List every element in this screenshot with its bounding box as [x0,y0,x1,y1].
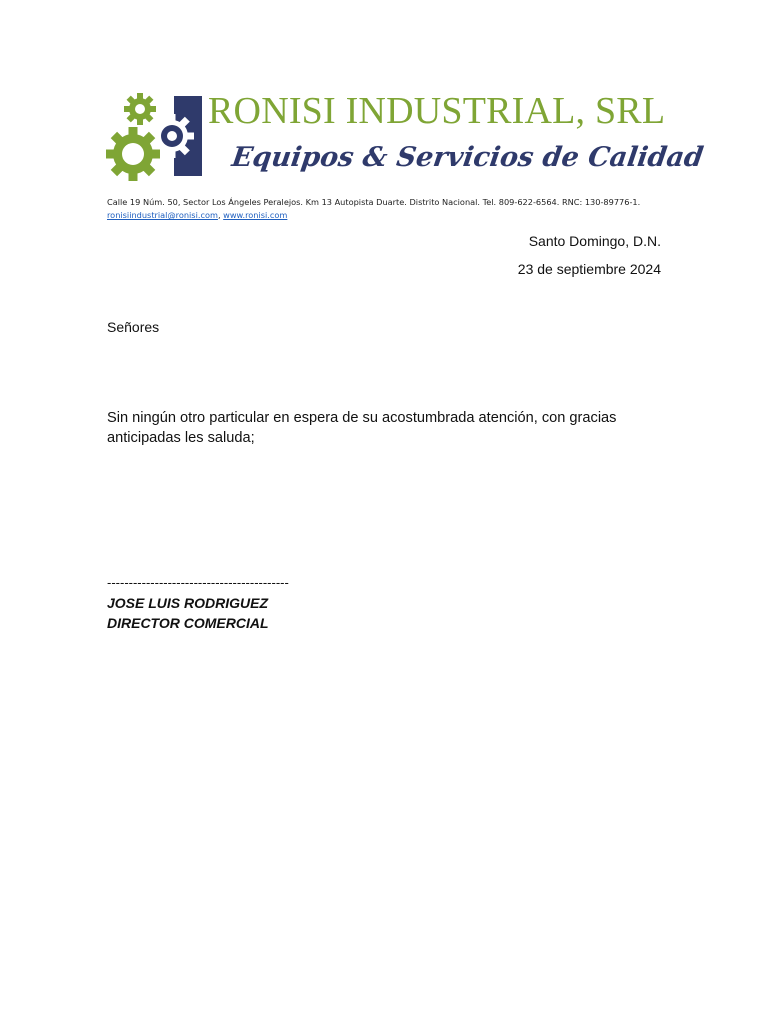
website-link[interactable]: www.ronisi.com [223,210,288,220]
company-name: RONISI INDUSTRIAL, SRL [208,90,666,132]
salutation: Señores [107,319,160,335]
letter-body: Sin ningún otro particular en espera de su acostumbrada atención, con gracias anticipadas les saluda; [107,410,617,446]
letter-place: Santo Domingo, D.N. [528,233,661,249]
signer-title: DIRECTOR COMERCIAL [107,615,269,631]
gears-logo-icon [106,92,206,184]
email-link[interactable]: ronisiindustrial@ronisi.com [107,210,218,220]
letterhead [106,90,706,186]
link-separator: , [217,210,224,220]
company-tagline: Equipos & Servicios de Calidad [229,142,706,173]
signature-line: ------------------------------------------ [107,575,289,590]
address-block [107,196,667,222]
signer-name: JOSE LUIS RODRIGUEZ [107,595,269,611]
letter-date: 23 de septiembre 2024 [517,261,661,277]
company-address: Calle 19 Núm. 50, Sector Los Ángeles Peralejos. Km 13 Autopista Duarte. Distrito Nacional. Tel. 809-622-6564. RNC: 130-89776-1. [107,197,641,207]
